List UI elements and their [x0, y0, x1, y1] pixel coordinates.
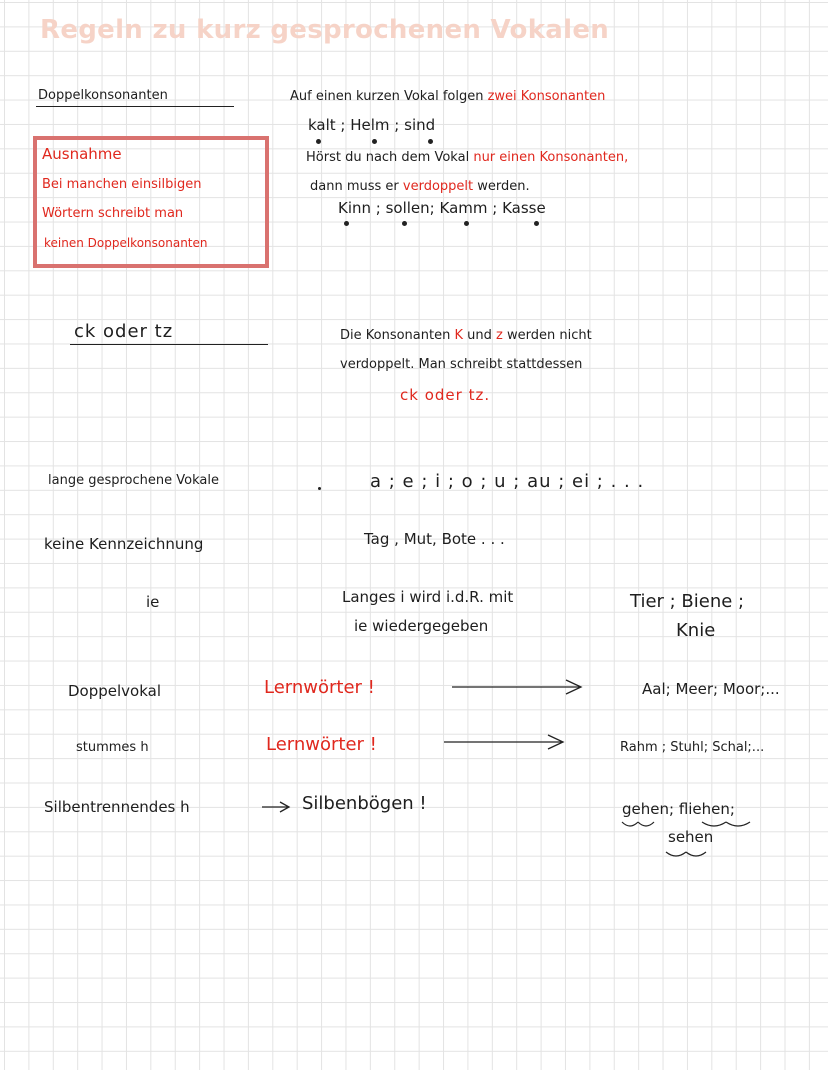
syllable-arcs-icon: [618, 816, 788, 862]
lernwoerter-note: Lernwörter !: [266, 734, 377, 755]
rule-text: werden.: [477, 179, 530, 194]
exception-title: Ausnahme: [42, 145, 122, 163]
rule-line-3: [310, 180, 530, 195]
heading-underline: [70, 344, 268, 345]
ie-rule-line-1: Langes i wird i.d.R. mit: [342, 588, 514, 606]
rule-text: Auf einen kurzen Vokal folgen: [290, 89, 484, 104]
rule-text: und: [467, 328, 492, 343]
exception-line: keinen Doppelkonsonanten: [44, 236, 208, 250]
lernwoerter-note: Lernwörter !: [264, 677, 375, 698]
rule-highlight: verdoppelt: [402, 179, 474, 194]
vowel-dot: [316, 139, 321, 144]
rule-highlight: nur einen Konsonanten,: [473, 150, 629, 165]
vowel-dot: [464, 221, 469, 226]
ck-tz-heading: ck oder tz: [74, 321, 174, 342]
silbenboegen-note: Silbenbögen !: [302, 793, 427, 814]
row-examples-tag: Tag , Mut, Bote . . .: [364, 530, 505, 548]
exception-line: Bei manchen einsilbigen: [42, 177, 202, 192]
vowel-dot: [534, 221, 539, 226]
vowel-dot: [344, 221, 349, 226]
exception-line: Wörtern schreibt man: [42, 206, 184, 221]
row-label-ie: ie: [146, 593, 160, 611]
letter-z: z: [496, 328, 503, 343]
page-title: Regeln zu kurz gesprochenen Vokalen: [40, 15, 610, 45]
ie-examples-line-1: Tier ; Biene ;: [630, 591, 745, 612]
vowel-dot: [402, 221, 407, 226]
rule-line-2: [306, 151, 628, 166]
rule-text: dann muss er: [310, 179, 399, 194]
letter-k: K: [454, 328, 464, 343]
rule-text: Hörst du nach dem Vokal: [306, 150, 470, 165]
row-label-silbentrennend: Silbentrennendes h: [44, 798, 190, 816]
silben-examples-line-2: sehen: [668, 828, 714, 846]
long-vowels-heading: lange gesprochene Vokale: [48, 473, 219, 488]
silben-examples-line-1: gehen; fliehen;: [622, 800, 735, 818]
stummes-h-examples: Rahm ; Stuhl; Schal;...: [620, 740, 765, 755]
ck-rule-line-1: [340, 329, 592, 344]
rule-highlight: zwei Konsonanten: [487, 89, 606, 104]
row-label-doppelvokal: Doppelvokal: [68, 682, 162, 700]
doppelvokal-examples: Aal; Meer; Moor;...: [642, 680, 780, 698]
rule-text: werden nicht: [507, 328, 592, 343]
examples-kalt: kalt ; Helm ; sind: [308, 116, 436, 134]
vowel-list: a ; e ; i ; o ; u ; au ; ei ; . . .: [370, 471, 645, 492]
rule-line-1: [290, 90, 605, 105]
rule-text: Die Konsonanten: [340, 328, 451, 343]
vowel-dot: [428, 139, 433, 144]
doppelkonsonanten-heading: Doppelkonsonanten: [38, 88, 168, 103]
ie-rule-line-2: ie wiedergegeben: [354, 617, 489, 635]
arrow-right-icon: [442, 733, 568, 751]
heading-underline: [36, 106, 234, 107]
row-label-stummes-h: stummes h: [76, 740, 149, 755]
ie-examples-line-2: Knie: [676, 620, 716, 641]
ck-rule-line-2: verdoppelt. Man schreibt stattdessen: [340, 357, 583, 372]
vowel-dot: [372, 139, 377, 144]
ck-rule-line-3: ck oder tz.: [400, 386, 491, 404]
row-label-keine: keine Kennzeichnung: [44, 535, 204, 553]
arrow-right-icon: [450, 678, 586, 696]
arrow-right-icon: [260, 799, 294, 815]
stray-dot: [318, 487, 321, 490]
examples-kinn: Kinn ; sollen; Kamm ; Kasse: [338, 199, 546, 217]
